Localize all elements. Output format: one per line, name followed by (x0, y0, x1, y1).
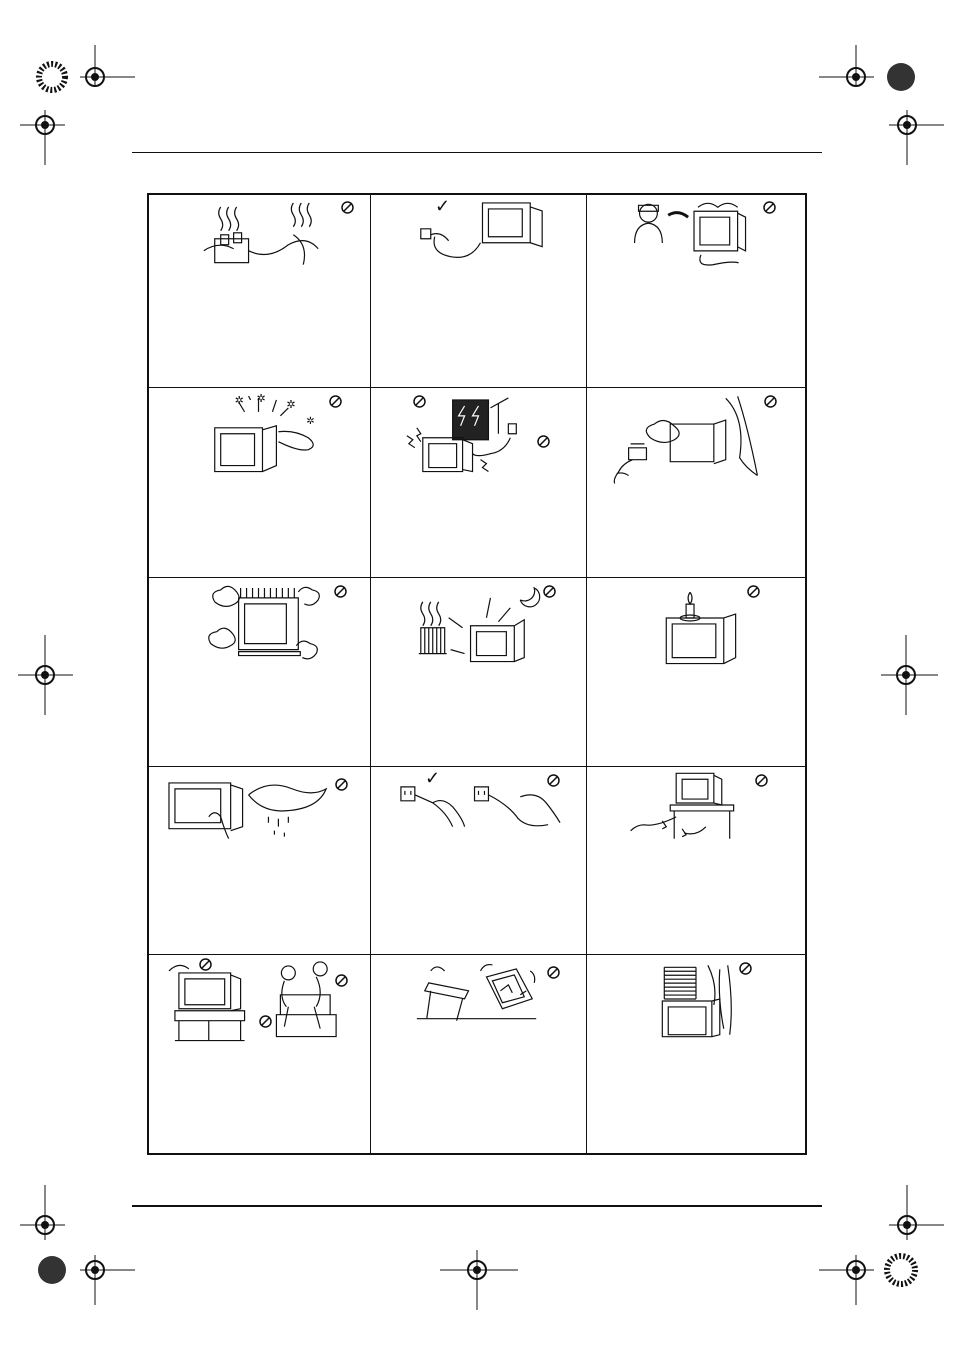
panel-power-strip-overload (149, 195, 371, 388)
panel-wet-cloth-cleaning (149, 767, 371, 955)
panel-dust-smoke-enclosed (149, 578, 371, 767)
illustration-heater-sun-near-tv (371, 578, 586, 766)
prohibited-symbol-icon (537, 435, 550, 448)
illustration-lightning-tv-antenna (371, 388, 586, 577)
prohibited-symbol-icon (199, 958, 212, 971)
panel-plug-into-wall-outlet (371, 195, 587, 388)
prohibited-symbol-icon (763, 201, 776, 214)
illustration-tv-plugged-in (371, 195, 586, 387)
illustration-candle-on-tv (587, 578, 805, 766)
svg-text:✲: ✲ (234, 394, 244, 407)
illustration-plug-removal (371, 767, 586, 954)
prohibited-symbol-icon (547, 774, 560, 787)
panel-children-climbing (149, 955, 371, 1153)
illustration-tv-in-enclosed-space (149, 578, 370, 766)
panel-blocked-ventilation (587, 955, 805, 1153)
prohibited-symbol-icon (547, 966, 560, 979)
registration-mark-top-right (814, 45, 944, 165)
illustration-power-strip (149, 195, 370, 387)
footer-rule (132, 1205, 822, 1207)
panel-moisture-steam (587, 388, 805, 578)
illustration-object-inserted-in-tv (149, 388, 370, 577)
registration-mark-bottom-center (440, 1250, 520, 1310)
illustration-tv-falling-from-stand (371, 955, 586, 1153)
registration-mark-mid-right (878, 635, 938, 715)
prohibited-symbol-icon (543, 585, 556, 598)
panel-service-by-technician (587, 195, 805, 388)
panel-lightning-storm (371, 388, 587, 578)
prohibited-symbol-icon (335, 778, 348, 791)
header-rule (132, 152, 822, 153)
panel-candle-on-top (587, 578, 805, 767)
illustration-items-blocking-vents (587, 955, 805, 1153)
panel-heat-sources (371, 578, 587, 767)
registration-mark-top-left (20, 45, 140, 165)
svg-text:✲: ✲ (306, 415, 315, 427)
prohibited-symbol-icon (329, 395, 342, 408)
svg-text:✲: ✲ (286, 398, 296, 411)
check-mark-icon: ✓ (435, 196, 451, 216)
check-mark-icon: ✓ (425, 768, 441, 788)
illustration-cord-under-stand (587, 767, 805, 954)
prohibited-symbol-icon (413, 395, 426, 408)
prohibited-symbol-icon (755, 774, 768, 787)
registration-mark-bottom-left (20, 1185, 140, 1305)
panel-objects-into-openings (149, 388, 371, 578)
prohibited-symbol-icon (764, 395, 777, 408)
registration-mark-bottom-right (814, 1185, 944, 1305)
prohibited-symbol-icon (341, 201, 354, 214)
prohibited-symbol-icon (335, 974, 348, 987)
prohibited-symbol-icon (739, 962, 752, 975)
registration-mark-mid-left (18, 635, 78, 715)
panel-pull-plug-not-cord (371, 767, 587, 955)
prohibited-symbol-icon (334, 585, 347, 598)
panel-damaged-cord-under-stand (587, 767, 805, 955)
prohibited-symbol-icon (259, 1015, 272, 1028)
svg-text:✲: ✲ (256, 392, 266, 405)
panel-unstable-stand-tipping (371, 955, 587, 1153)
illustration-kettle-steam-near-tv (587, 388, 805, 577)
prohibited-symbol-icon (747, 585, 760, 598)
illustration-wet-cloth-wiping-tv (149, 767, 370, 954)
safety-illustration-grid (147, 193, 807, 1155)
illustration-technician-servicing-tv (587, 195, 805, 387)
